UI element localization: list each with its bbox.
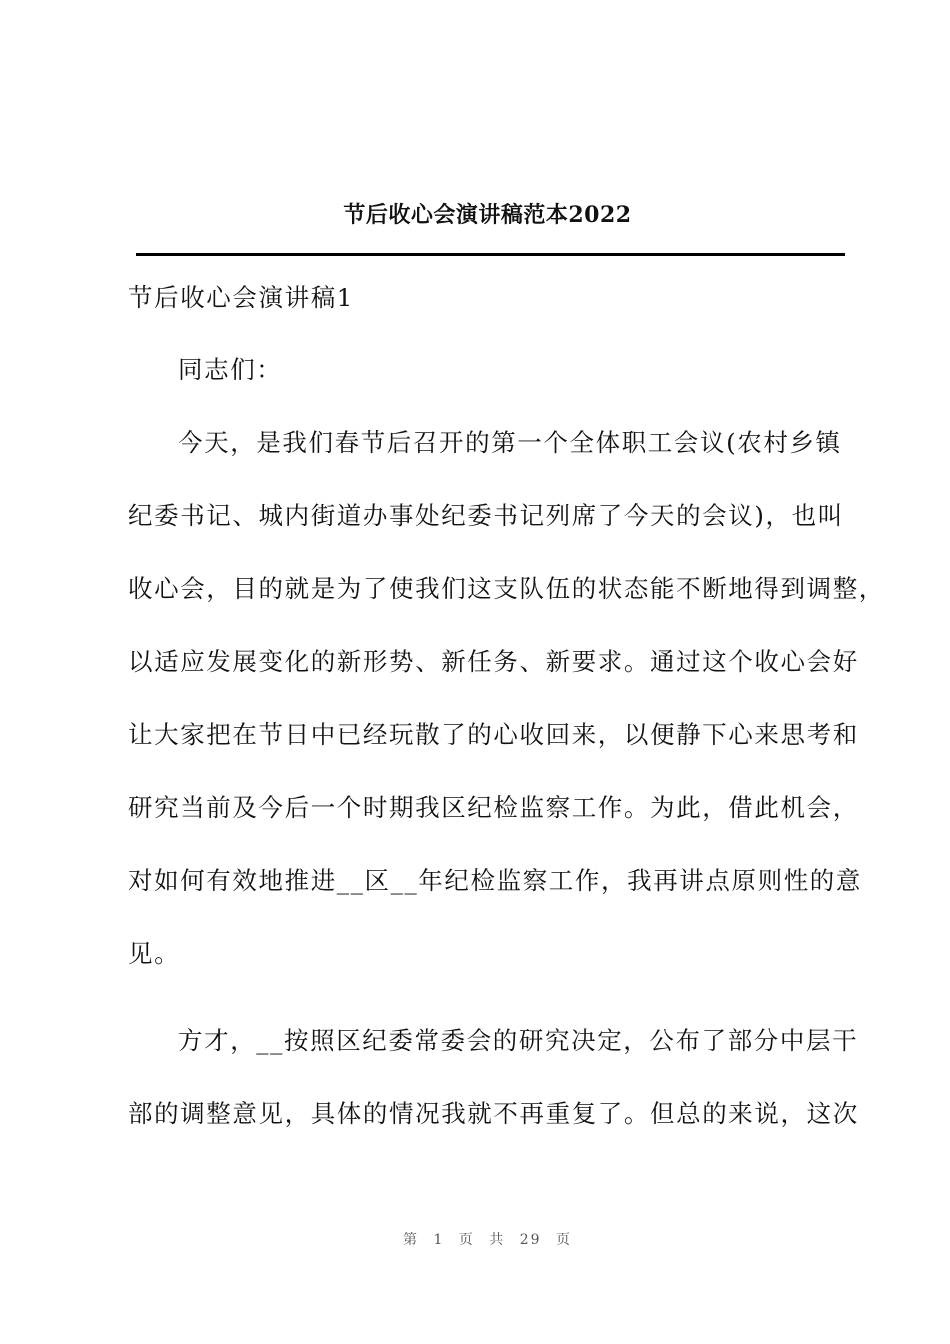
salutation: 同志们： — [178, 355, 283, 384]
body-line: 以适应发展变化的新形势、新任务、新要求。通过这个收心会好 — [128, 647, 859, 676]
page-footer: 第 1 页 共 29 页 — [403, 1232, 572, 1248]
section-heading: 节后收心会演讲稿1 — [128, 283, 354, 312]
body-line: 见。 — [128, 939, 181, 968]
body-line: 方才，__按照区纪委常委会的研究决定，公布了部分中层干 — [178, 1026, 859, 1055]
title-underline — [136, 253, 845, 256]
body-line: 让大家把在节日中已经玩散了的心收回来，以便静下心来思考和 — [128, 720, 859, 749]
body-line: 部的调整意见，具体的情况我就不再重复了。但总的来说，这次 — [128, 1099, 859, 1128]
body-line: 对如何有效地推进__区__年纪检监察工作，我再讲点原则性的意 — [128, 866, 862, 895]
body-line: 纪委书记、城内街道办事处纪委书记列席了今天的会议)，也叫 — [128, 501, 844, 530]
body-line: 研究当前及今后一个时期我区纪检监察工作。为此，借此机会， — [128, 793, 859, 822]
document-title: 节后收心会演讲稿范本2022 — [343, 202, 632, 228]
body-line: 今天，是我们春节后召开的第一个全体职工会议(农村乡镇 — [178, 428, 842, 457]
body-line: 收心会，目的就是为了使我们这支队伍的状态能不断地得到调整， — [128, 574, 885, 603]
